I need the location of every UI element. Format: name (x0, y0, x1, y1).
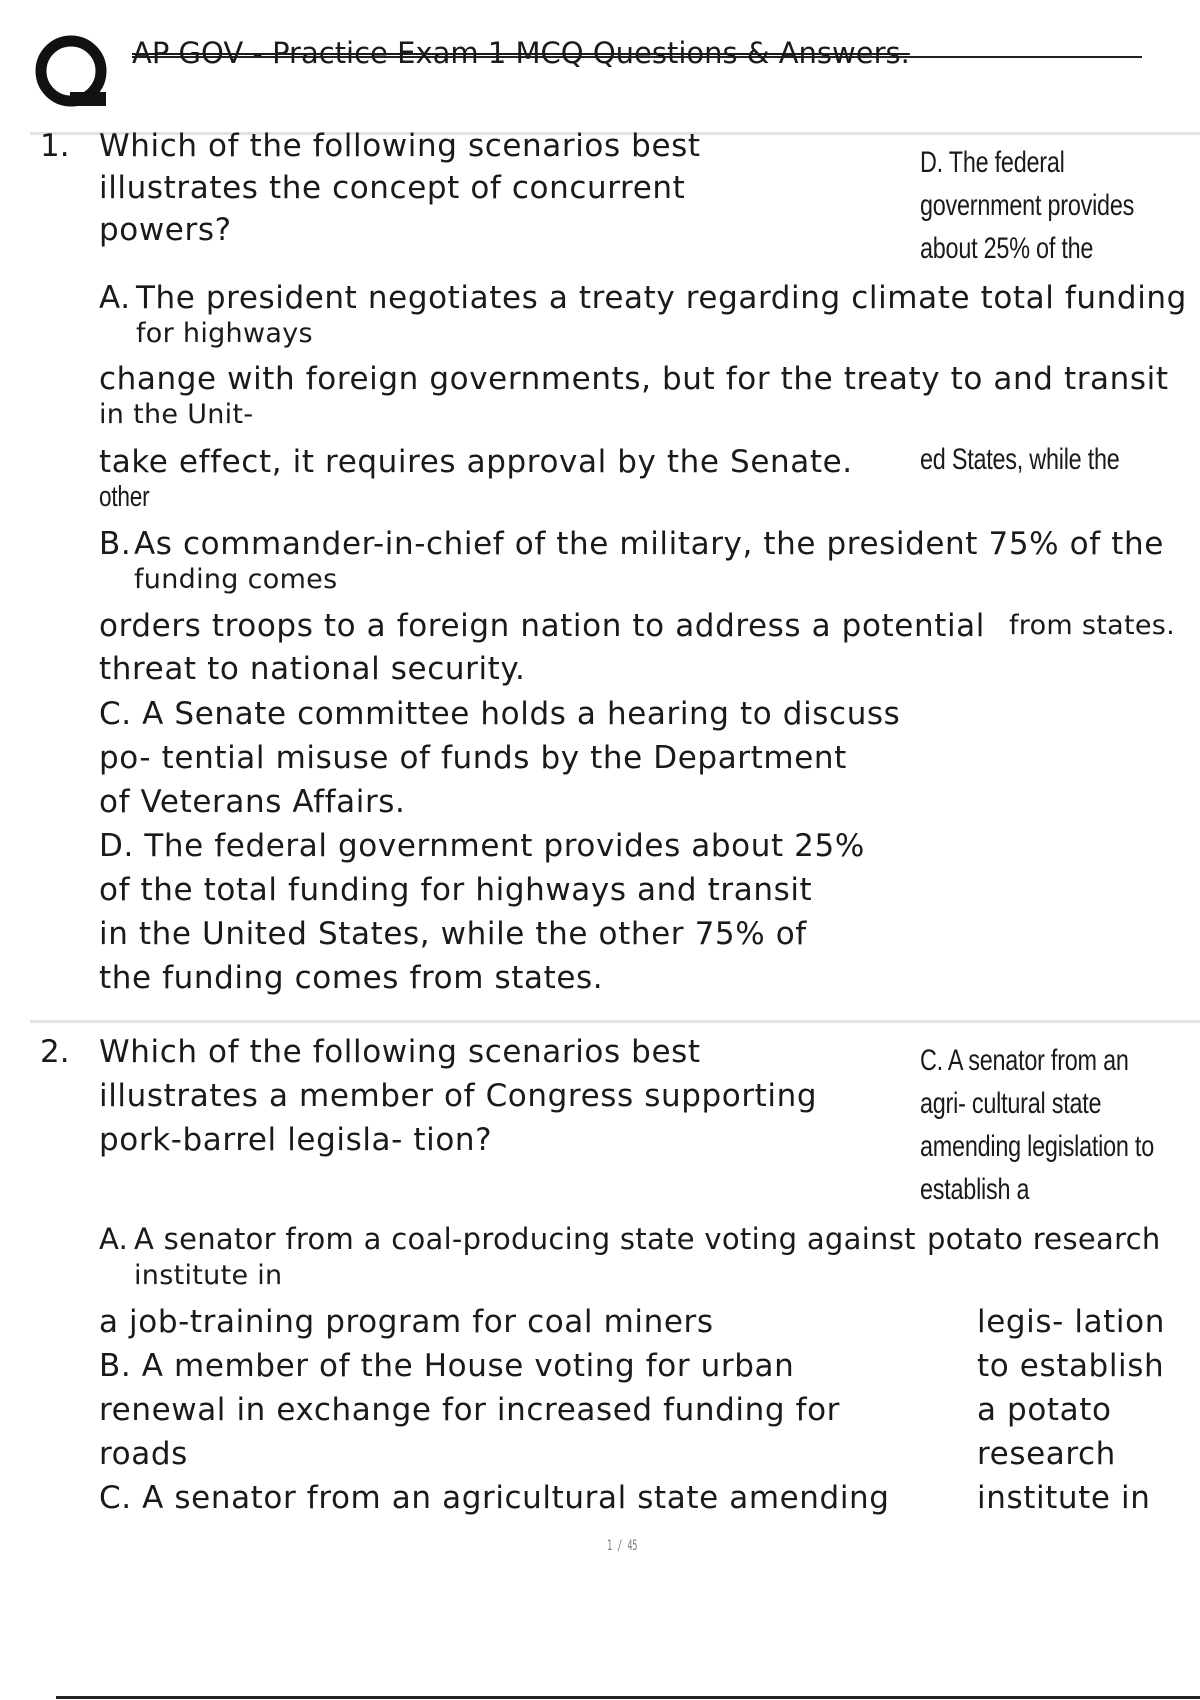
bottom-rule (56, 1696, 1200, 1699)
question-stem-line: Which of the following scenarios best (99, 128, 701, 164)
option-d-line: of the total funding for highways and transit (99, 872, 813, 908)
option-d-line: in the United States, while the other 75% of (99, 916, 807, 952)
answer-side-line: to establish (977, 1348, 1165, 1384)
question-stem-line: pork-barrel legisla- tion? (99, 1122, 493, 1158)
option-label: A. (99, 280, 131, 316)
option-text-line: renewal in exchange for increased funding for (99, 1392, 841, 1428)
option-text-line: roads (99, 1436, 188, 1472)
answer-side-line: a potato (977, 1392, 1112, 1428)
answer-side-line: amending legislation to (920, 1130, 1154, 1163)
question-number: 2. (40, 1034, 70, 1070)
answer-side-line: agri- cultural state (920, 1087, 1102, 1120)
answer-side-line: establish a (920, 1173, 1030, 1206)
option-continuation: for highways (136, 318, 313, 349)
option-text-line: threat to national security. (99, 651, 526, 687)
option-continuation: institute in (134, 1260, 283, 1291)
option-text-line: a job-training program for coal miners (99, 1304, 714, 1340)
answer-side-line: ed States, while the (920, 443, 1120, 476)
option-text-line: B. A member of the House voting for urban (99, 1348, 795, 1384)
answer-side-line: D. The federal (920, 146, 1065, 179)
option-continuation: funding comes (134, 564, 338, 595)
question-number: 1. (40, 128, 70, 164)
option-text-line: As commander-in-chief of the military, the president 75% of the (134, 526, 1164, 562)
answer-side-line: research (977, 1436, 1116, 1472)
option-label: A. (99, 1222, 129, 1256)
option-text-line: C. A senator from an agricultural state amending (99, 1480, 890, 1516)
option-text-line: take effect, it requires approval by the Senate. (99, 444, 853, 480)
option-text-line: orders troops to a foreign nation to address a potential (99, 608, 985, 644)
option-text-line: change with foreign governments, but for the treaty to and transit (99, 361, 1169, 397)
answer-side-line: about 25% of the (920, 232, 1094, 265)
answer-side-line: government provides (920, 189, 1135, 222)
page-number: 1 / 45 (607, 1538, 638, 1554)
answer-side-line: from states. (1009, 610, 1176, 641)
answer-side-line: potato research (927, 1222, 1161, 1256)
option-c-line: of Veterans Affairs. (99, 784, 406, 820)
option-label: B. (99, 526, 132, 562)
option-d-line: D. The federal government provides about 25% (99, 828, 865, 864)
letter-q-logo-icon (34, 34, 110, 110)
answer-side-line: C. A senator from an (920, 1044, 1129, 1077)
page-title: AP GOV - Practice Exam 1 MCQ Questions & Answers. (132, 36, 910, 70)
answer-side-line: institute in (977, 1480, 1151, 1516)
question-stem-line: illustrates a member of Congress supporting (99, 1078, 818, 1114)
option-continuation: in the Unit- (99, 399, 254, 430)
option-text-line: The president negotiates a treaty regarding climate total funding (136, 280, 1187, 316)
option-continuation: other (99, 481, 150, 513)
question-stem-line: Which of the following scenarios best (99, 1034, 701, 1070)
option-d-line: the funding comes from states. (99, 960, 604, 996)
question-stem-line: powers? (99, 212, 232, 248)
option-c-line: po- tential misuse of funds by the Department (99, 740, 847, 776)
answer-side-line: legis- lation (977, 1304, 1165, 1340)
section-divider (30, 1020, 1200, 1023)
option-c-line: C. A Senate committee holds a hearing to discuss (99, 696, 901, 732)
question-stem-line: illustrates the concept of concurrent (99, 170, 686, 206)
option-text-line: A senator from a coal-producing state voting against (134, 1222, 916, 1256)
